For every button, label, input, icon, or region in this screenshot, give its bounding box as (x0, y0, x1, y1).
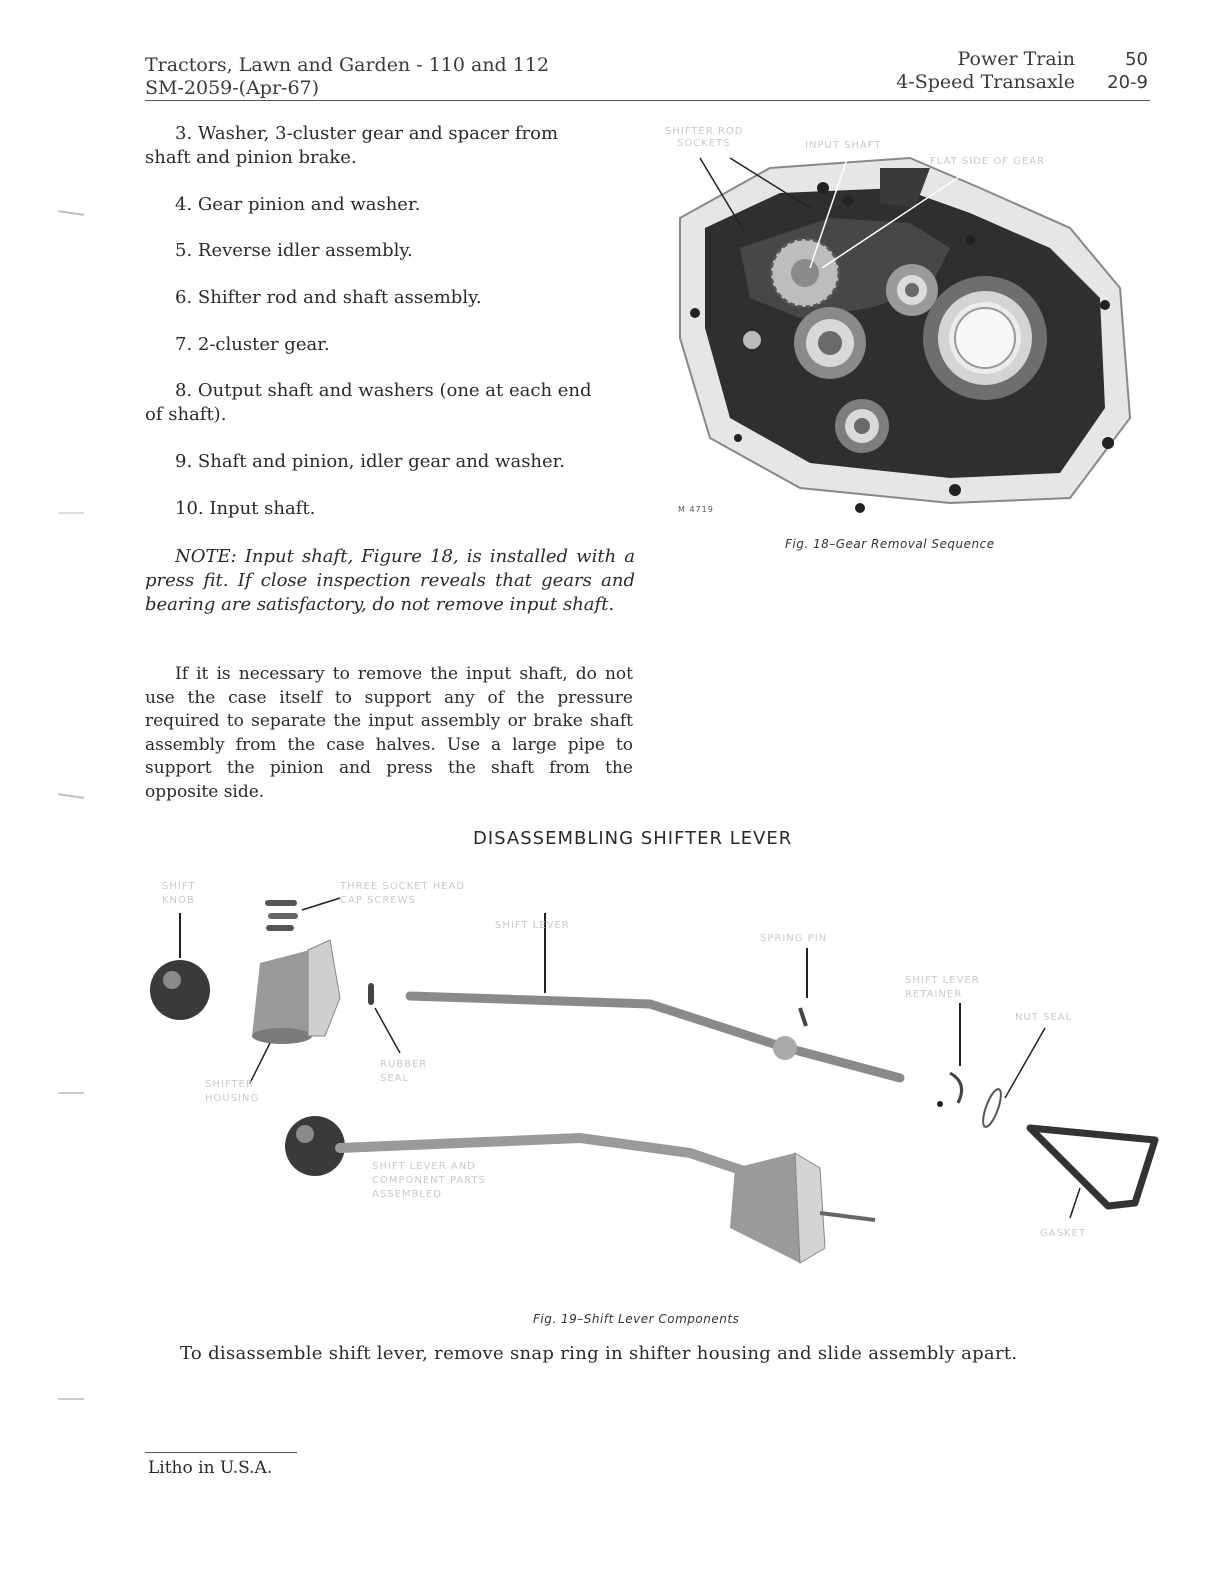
step-10: 10. Input shaft. (175, 498, 316, 519)
fig19-label-nut-seal: NUT SEAL (1015, 1012, 1073, 1023)
header-subsection-title: 4-Speed Transaxle (896, 71, 1075, 93)
fig19-label-shift-lever: SHIFT LEVER (495, 920, 570, 931)
fig19-caption: Fig. 19–Shift Lever Components (533, 1312, 740, 1326)
step-3-continuation: shaft and pinion brake. (145, 147, 357, 168)
header-doc-number: SM-2059-(Apr-67) (145, 77, 320, 99)
margin-mark (58, 512, 84, 514)
step-4: 4. Gear pinion and washer. (175, 194, 421, 215)
step-5: 5. Reverse idler assembly. (175, 240, 413, 261)
fig19-label-rubber-seal-line2: SEAL (380, 1073, 410, 1084)
fig19-label-assembled (372, 1160, 486, 1202)
figure-19 (130, 868, 1170, 1288)
page-number: 50 (1125, 49, 1148, 70)
fig19-label-shift-knob (162, 880, 196, 908)
fig18-photo-id: M 4719 (678, 505, 714, 514)
figure-18 (650, 118, 1150, 518)
margin-mark (58, 1092, 84, 1094)
fig19-label-shift-knob-line2: KNOB (162, 895, 195, 906)
footer-rule (145, 1452, 297, 1453)
step-9: 9. Shaft and pinion, idler gear and washer. (175, 451, 566, 472)
step-8: 8. Output shaft and washers (one at each end (175, 380, 592, 401)
step-7: 7. 2-cluster gear. (175, 334, 330, 355)
fig19-label-assembled-line2: COMPONENT PARTS (372, 1175, 486, 1186)
fig18-label-input-shaft: INPUT SHAFT (805, 140, 882, 151)
instruction-text: To disassemble shift lever, remove snap ring in shifter housing and slide assembly apart. (180, 1343, 1018, 1364)
margin-mark (58, 793, 84, 799)
fig18-label-flat-side: FLAT SIDE OF GEAR (930, 156, 1046, 167)
margin-mark (58, 1398, 84, 1400)
header-title: Tractors, Lawn and Garden - 110 and 112 (145, 54, 550, 76)
fig18-label-shifter-rod-line1: SHIFTER ROD (665, 126, 744, 137)
header-section-title: Power Train (957, 48, 1075, 70)
fig19-label-cap-screws (340, 880, 465, 908)
header-page-numbers (1096, 48, 1148, 94)
shift-lever-components-photo (130, 868, 1170, 1288)
fig19-label-assembled-line3: ASSEMBLED (372, 1189, 442, 1200)
fig19-label-shifter-housing-line2: HOUSING (205, 1093, 260, 1104)
fig19-label-retainer-line1: SHIFT LEVER (905, 975, 980, 986)
section-number: 20-9 (1107, 72, 1148, 93)
step-3 (175, 122, 635, 146)
fig18-label-shifter-rod-sockets (665, 126, 743, 150)
fig19-label-spring-pin: SPRING PIN (760, 933, 828, 944)
footer-litho: Litho in U.S.A. (148, 1458, 273, 1478)
header-right (860, 48, 1075, 94)
fig19-label-rubber-seal (380, 1058, 427, 1086)
fig19-label-gasket: GASKET (1040, 1228, 1086, 1239)
fig19-label-retainer-line2: RETAINER (905, 989, 963, 1000)
section-heading: DISASSEMBLING SHIFTER LEVER (473, 828, 793, 849)
fig19-label-rubber-seal-line1: RUBBER (380, 1059, 428, 1070)
fig19-label-shifter-housing-line1: SHIFTER (205, 1079, 254, 1090)
header-rule (145, 100, 1150, 101)
step-8-continuation: of shaft). (145, 404, 227, 425)
margin-mark (58, 210, 84, 216)
fig19-label-retainer (905, 974, 980, 1002)
fig19-label-cap-screws-line1: THREE SOCKET HEAD (340, 881, 466, 892)
fig19-label-shifter-housing (205, 1078, 259, 1106)
gear-case-photo (650, 118, 1150, 518)
step-3-line1: 3. Washer, 3-cluster gear and spacer from (175, 123, 559, 144)
step-6: 6. Shifter rod and shaft assembly. (175, 287, 482, 308)
note-paragraph: NOTE: Input shaft, Figure 18, is installed with a press fit. If close inspection reveals that gears and bearing are satisfactory, do not remove input shaft. (145, 546, 635, 615)
fig19-label-cap-screws-line2: CAP SCREWS (340, 895, 416, 906)
fig18-caption: Fig. 18–Gear Removal Sequence (785, 537, 995, 551)
fig19-label-shift-knob-line1: SHIFT (162, 881, 196, 892)
body-paragraph: If it is necessary to remove the input shaft, do not use the case itself to support any of the pressure required to separate the input assembly or brake shaft assembly from the case halves. Use a large pipe to support the pinion and press the shaft from the opposite side. (145, 664, 633, 802)
fig18-label-shifter-rod-line2: SOCKETS (677, 138, 731, 149)
fig19-label-assembled-line1: SHIFT LEVER AND (372, 1161, 476, 1172)
header-left (145, 54, 549, 100)
